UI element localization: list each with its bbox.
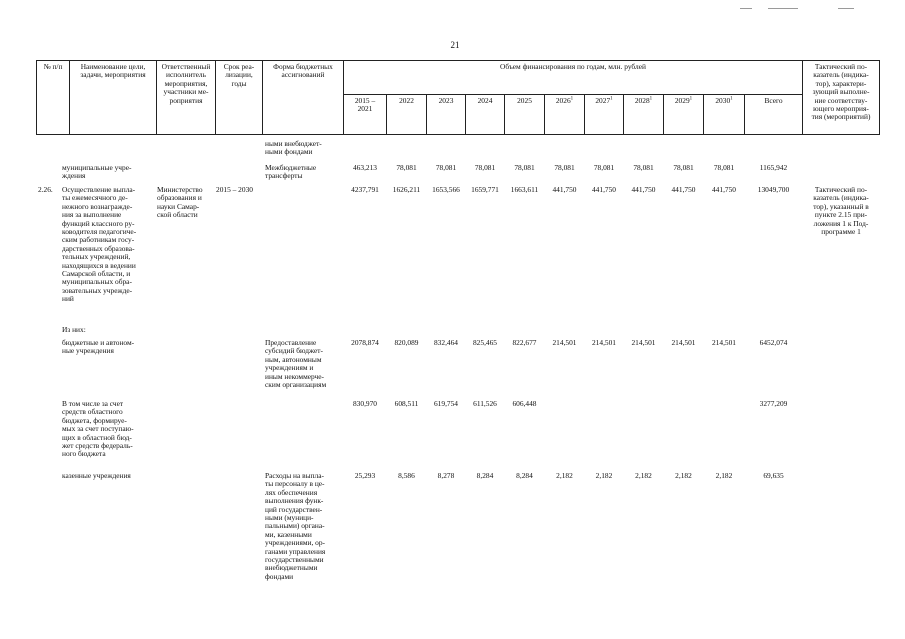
value-cell: 2,182 — [595, 471, 613, 480]
header-term: Срок реа- лизации, годы — [223, 62, 255, 88]
header-year: 2023 — [438, 96, 454, 105]
header-year: 2027$^1$ — [595, 96, 613, 105]
row-state-form: Расходы на выпла- ты персоналу в це- лях обеспечения выполнения функ- ций государствен- ными (муници- пальными) органа- ми, казенными учреждениями, ор- ганами управления государственными внебюджетными фондами — [265, 471, 326, 581]
value-cell: 441,750 — [552, 185, 577, 194]
header-years-divider — [344, 94, 803, 95]
value-cell: 78,081 — [554, 163, 575, 172]
header-volume: Объем финансирования по годам, млн. рублей — [500, 62, 646, 71]
value-cell: 611,526 — [473, 399, 497, 408]
value-cell: 214,501 — [631, 338, 656, 347]
row-226-name: Осуществление выпла- ты ежемесячного де- нежного вознагражде- ния за выполнение функций классного ру- ководителя педагогиче- ским работникам госу- дарственных образова- тельных учреждений, находящихся в ведении Самарской области, и муниципальных обра- зовательных учрежде- ний — [62, 185, 137, 304]
value-cell: 2,182 — [715, 471, 733, 480]
value-cell: 214,501 — [552, 338, 577, 347]
header-year: 2015 – 2021 — [354, 96, 376, 114]
value-cell: 78,081 — [673, 163, 694, 172]
value-cell: 1659,771 — [471, 185, 499, 194]
value-cell: 441,750 — [591, 185, 617, 194]
row-226-num: 2.26. — [38, 185, 53, 194]
value-cell: 4237,791 — [351, 185, 379, 194]
value-cell: 2,182 — [675, 471, 692, 480]
header-form: Форма бюджетных ассигнований — [273, 62, 333, 80]
header-executor: Ответственный исполнитель мероприятия, участники ме- роприятия — [161, 62, 211, 105]
value-cell: 1165,942 — [759, 163, 788, 172]
value-cell: 78,081 — [396, 163, 417, 172]
scan-mark — [838, 8, 854, 9]
value-cell: 832,464 — [433, 338, 459, 347]
carry-form: ными внебюджет- ными фондами — [265, 139, 322, 157]
header-border-top — [36, 60, 880, 61]
value-cell: 78,081 — [474, 163, 496, 172]
value-cell: 1653,566 — [432, 185, 460, 194]
value-cell: 619,754 — [433, 399, 459, 408]
row-226-indicator: Тактический по- казатель (индика- тор), указанный в пункте 2.15 при- ложения 1 к Под- программе 1 — [813, 185, 869, 237]
page-number: 21 — [450, 40, 460, 50]
header-year: 2026$^1$ — [555, 96, 574, 105]
value-cell: 2,182 — [635, 471, 652, 480]
value-cell: 463,213 — [352, 163, 378, 172]
header-name: Наименование цели, задачи, мероприятия — [80, 62, 146, 80]
value-cell: 2,182 — [556, 471, 573, 480]
value-cell: 69,635 — [763, 471, 784, 480]
header-year: 2029$^1$ — [674, 96, 693, 105]
row-municipal-form: Межбюджетные трансферты — [265, 163, 317, 181]
header-year: 2028$^1$ — [634, 96, 653, 105]
value-cell: 13049,700 — [757, 185, 790, 194]
value-cell: 78,081 — [633, 163, 654, 172]
value-cell: 214,501 — [671, 338, 696, 347]
value-cell: 8,284 — [516, 471, 533, 480]
value-cell: 6452,074 — [759, 338, 788, 347]
header-indicator: Тактический по- казатель (индика- тор), характери- зующий выполне- ние соответству- ющего мероприя- тия (мероприятий) — [811, 62, 871, 122]
value-cell: 441,750 — [671, 185, 696, 194]
value-cell: 830,970 — [352, 399, 378, 408]
row-226-term: 2015 – 2030 — [216, 185, 253, 194]
value-cell: 78,081 — [713, 163, 735, 172]
value-cell: 1626,211 — [392, 185, 421, 194]
header-year: Всего — [764, 96, 783, 105]
scan-mark — [740, 8, 752, 9]
value-cell: 608,511 — [394, 399, 419, 408]
value-cell: 606,448 — [512, 399, 537, 408]
header-column-divider — [879, 60, 880, 134]
row-municipal-name: муниципальные учре- ждения — [62, 163, 132, 181]
value-cell: 2078,874 — [351, 338, 379, 347]
value-cell: 1663,611 — [510, 185, 539, 194]
value-cell: 78,081 — [593, 163, 615, 172]
header-num: № п/п — [43, 62, 63, 71]
value-cell: 78,081 — [435, 163, 457, 172]
value-cell: 8,586 — [398, 471, 415, 480]
value-cell: 822,677 — [512, 338, 537, 347]
value-cell: 78,081 — [514, 163, 535, 172]
value-cell: 441,750 — [711, 185, 737, 194]
row-including-name: В том числе за счет средств областного бюджета, формируе- мых за счет поступаю- щих в областной бюд- жет средств федераль- ного бюджета — [62, 399, 134, 459]
value-cell: 214,501 — [591, 338, 617, 347]
value-cell: 441,750 — [631, 185, 656, 194]
header-year: 2025 — [517, 96, 532, 105]
row-budget-name: бюджетные и автоном- ные учреждения — [62, 338, 135, 356]
value-cell: 8,284 — [476, 471, 494, 480]
value-cell: 214,501 — [711, 338, 737, 347]
row-budget-form: Предоставление субсидий бюджет- ным, автономным учреждениям и иным некоммерче- ским организациям — [265, 338, 327, 390]
value-cell: 820,089 — [394, 338, 419, 347]
row-of-them: Из них: — [62, 325, 86, 334]
header-year: 2022 — [399, 96, 414, 105]
value-cell: 8,278 — [437, 471, 455, 480]
row-state-name: казенные учреждения — [62, 471, 131, 480]
header-year: 2030$^1$ — [715, 96, 733, 105]
value-cell: 825,465 — [472, 338, 498, 347]
header-year: 2024 — [477, 96, 493, 105]
scan-mark — [768, 8, 798, 9]
header-border-bottom — [36, 134, 880, 135]
value-cell: 3277,209 — [759, 399, 788, 408]
value-cell: 25,293 — [354, 471, 376, 480]
row-226-executor: Министерство образования и науки Самар- ской области — [157, 185, 203, 220]
